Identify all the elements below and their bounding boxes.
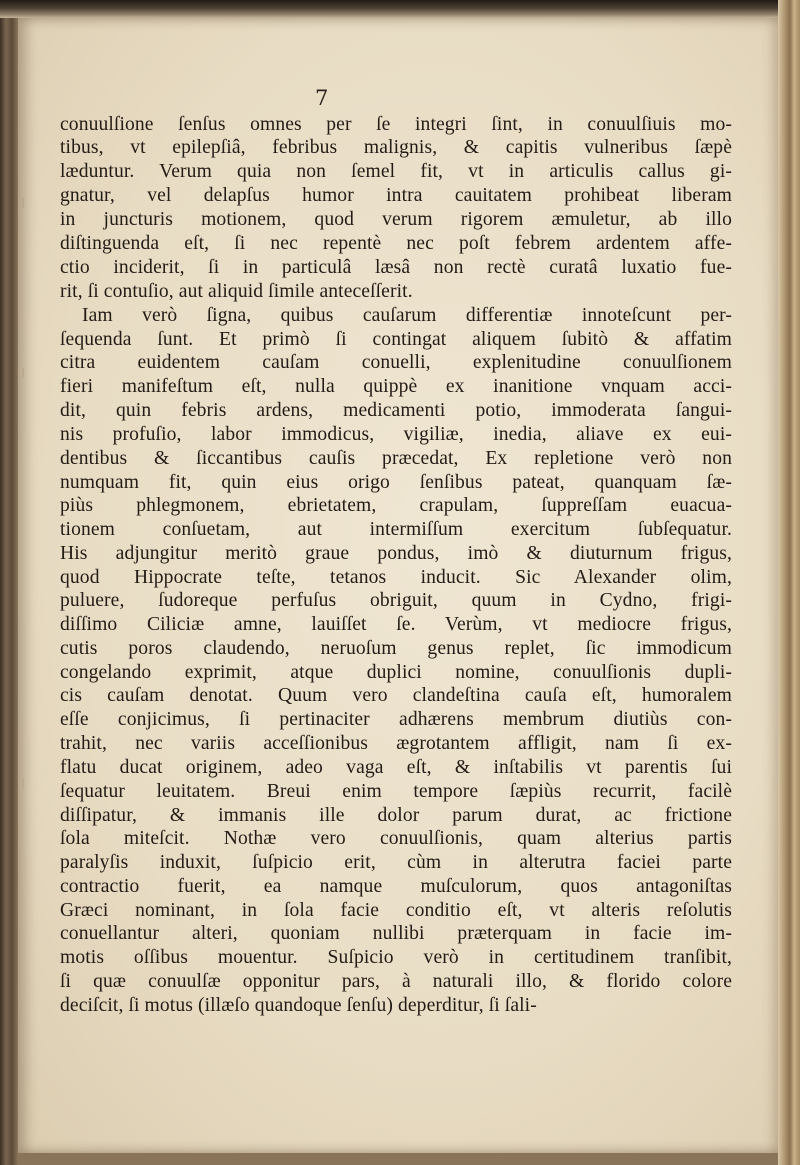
text-line: ſequatur leuitatem. Breui enim tempore ſæpiùs recurrit, facilè: [60, 781, 732, 802]
text-line: Iam verò ſigna, quibus cauſarum differentiæ innoteſcunt per-: [82, 305, 732, 326]
text-line: cis cauſam denotat. Quum vero clandeſtina cauſa eſt, humoralem: [60, 685, 732, 706]
text-line: dit, quin febris ardens, medicamenti potio, immoderata ſangui-: [60, 400, 732, 421]
margin-mark: [22, 198, 30, 208]
text-line: His adjungitur meritò graue pondus, imò & diuturnum frigus,: [60, 543, 732, 564]
text-line: fieri manifeſtum eſt, nulla quippè ex inanitione vnquam acci-: [60, 376, 732, 397]
book-fore-edge: [778, 0, 800, 1165]
page-number: 7: [315, 86, 329, 110]
text-line: Græci nominant, in ſola facie conditio eſt, vt alteris reſolutis: [60, 900, 732, 921]
text-line: piùs phlegmonem, ebrietatem, crapulam, ſuppreſſam euacua-: [60, 495, 732, 516]
text-line: trahit, nec variis acceſſionibus ægrotantem affligit, nam ſi ex-: [60, 733, 732, 754]
text-line: tibus, vt epilepſiâ, febribus malignis, & capitis vulneribus ſæpè: [60, 137, 732, 158]
text-line: diſſimo Ciliciæ amne, lauiſſet ſe. Verùm, vt mediocre frigus,: [60, 614, 732, 635]
text-line: quod Hippocrate teſte, tetanos inducit. Sic Alexander olim,: [60, 567, 732, 588]
text-line: ſi quæ conuulſæ opponitur pars, à naturali illo, & florido colore: [60, 971, 732, 992]
text-line: puluere, ſudoreque perfuſus obriguit, quum in Cydno, frigi-: [60, 590, 732, 611]
text-line: flatu ducat originem, adeo vaga eſt, & inſtabilis vt parentis ſui: [60, 757, 732, 778]
text-line: læduntur. Verum quia non ſemel fit, vt in articulis callus gi-: [60, 161, 732, 182]
text-line: gnatur, vel delapſus humor intra cauitatem prohibeat liberam: [60, 185, 732, 206]
text-line: motis oſſibus mouentur. Suſpicio verò in certitudinem tranſibit,: [60, 947, 732, 968]
text-line: ctio inciderit, ſi in particulâ læsâ non rectè curatâ luxatio fue-: [60, 257, 732, 278]
text-line: diſtinguenda eſt, ſi nec repentè nec poſt febrem ardentem affe-: [60, 233, 732, 254]
text-line: paralyſis induxit, ſuſpicio erit, cùm in alterutra faciei parte: [60, 852, 732, 873]
text-line: tionem conſuetam, aut intermiſſum exercitum ſubſequatur.: [60, 519, 732, 540]
text-line: conuellantur alteri, quoniam nullibi præterquam in facie im-: [60, 923, 732, 944]
text-line: numquam fit, quin eius origo ſenſibus pateat, quanquam ſæ-: [60, 472, 732, 493]
book-page: [18, 18, 778, 1153]
text-line: ſola miteſcit. Nothæ vero conuulſionis, quam alterius partis: [60, 828, 732, 849]
text-line: diſſipatur, & immanis ille dolor parum durat, ac frictione: [60, 805, 732, 826]
text-line: nis profuſio, labor immodicus, vigiliæ, inedia, aliave ex eui-: [60, 424, 732, 445]
text-line: rit, ſi contuſio, aut aliquid ſimile anteceſſerit.: [60, 281, 413, 302]
text-line: contractio fuerit, ea namque muſculorum, quos antagoniſtas: [60, 876, 732, 897]
text-line: dentibus & ſiccantibus cauſis præcedat, Ex repletione verò non: [60, 448, 732, 469]
text-line: deciſcit, ſi motus (illæſo quandoque ſenſu) deperditur, ſi ſali-: [60, 995, 537, 1016]
text-line: in juncturis motionem, quod verum rigorem æmuletur, ab illo: [60, 209, 732, 230]
margin-mark: [22, 368, 30, 378]
text-line: eſſe conjicimus, ſi pertinaciter adhærens membrum diutiùs con-: [60, 709, 732, 730]
text-line: conuulſione ſenſus omnes per ſe integri ſint, in conuulſiuis mo-: [60, 114, 732, 135]
text-line: cutis poros claudendo, neruoſum genus replet, ſic immodicum: [60, 638, 732, 659]
text-line: congelando exprimit, atque duplici nomine, conuulſionis dupli-: [60, 662, 732, 683]
text-line: ſequenda ſunt. Et primò ſi contingat aliquem ſubitò & affatim: [60, 329, 732, 350]
text-line: citra euidentem cauſam conuelli, explenitudine conuulſionem: [60, 352, 732, 373]
margin-mark: [22, 778, 30, 788]
book-top-edge: [0, 0, 800, 18]
